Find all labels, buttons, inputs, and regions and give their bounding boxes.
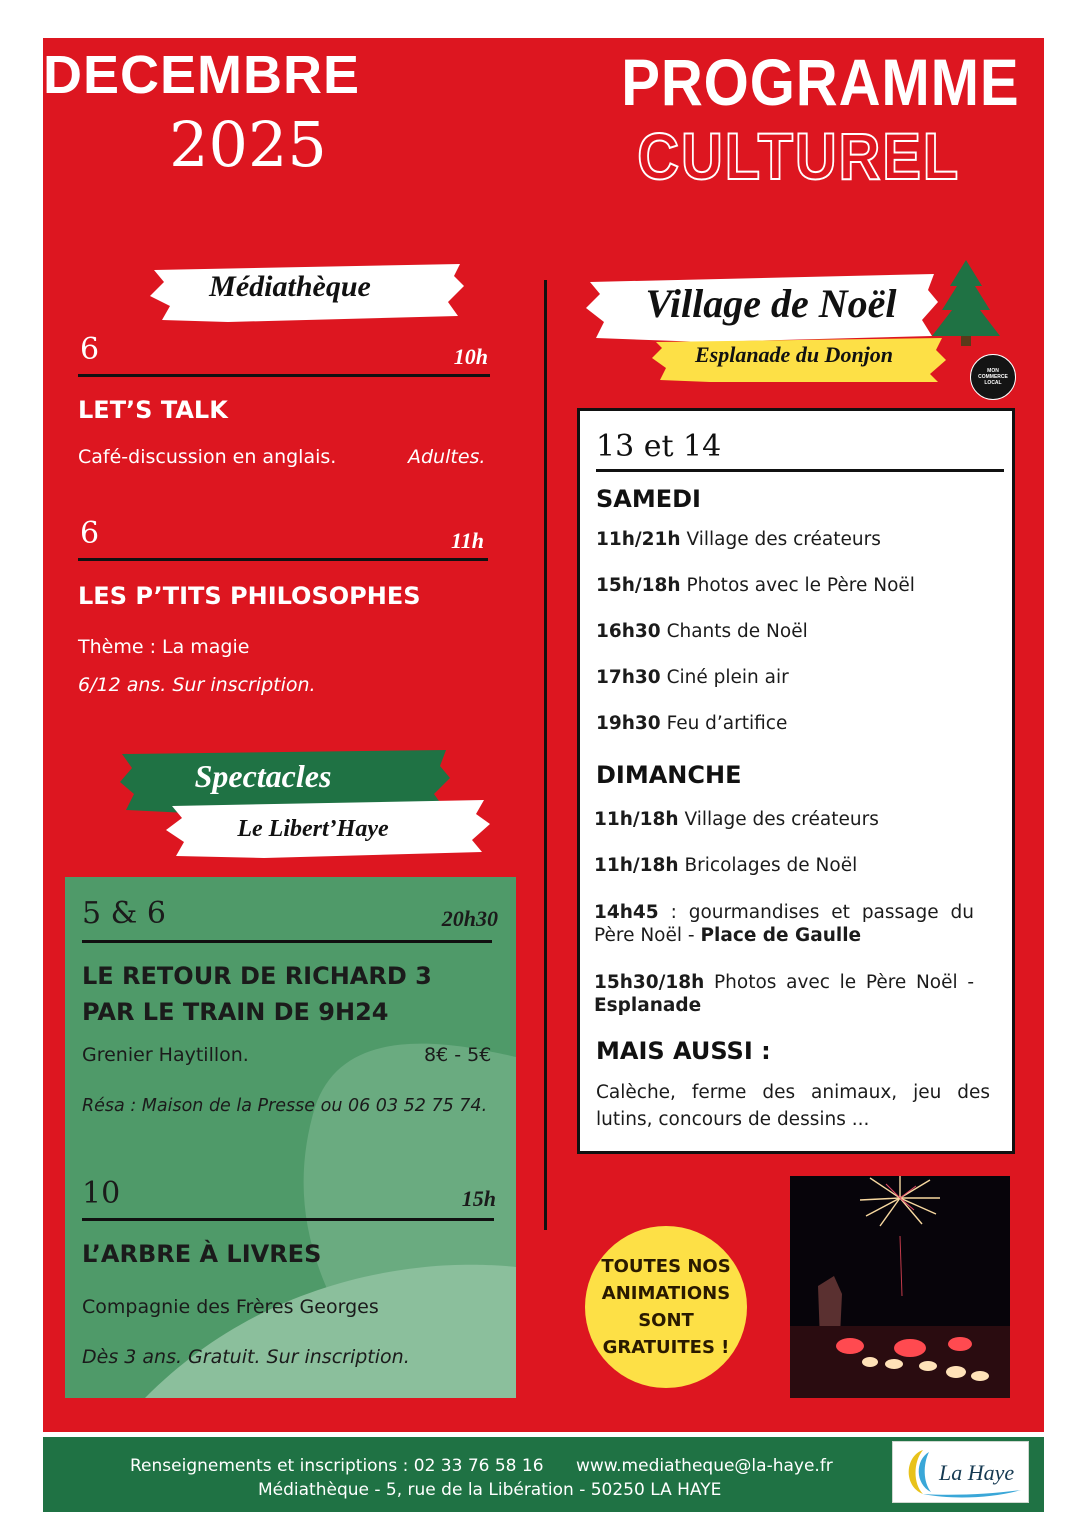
show-title-line1: LE RETOUR DE RICHARD 3 bbox=[82, 962, 432, 990]
event-time: 10h bbox=[453, 344, 488, 369]
divider bbox=[82, 940, 492, 943]
dimanche-heading: DIMANCHE bbox=[596, 761, 742, 789]
show-time: 15h bbox=[461, 1186, 496, 1211]
schedule-item bbox=[596, 713, 996, 734]
footer-address: Médiathèque - 5, rue de la Libération - 50250 LA HAYE bbox=[258, 1480, 722, 1500]
schedule-item bbox=[596, 529, 996, 550]
schedule-place: Esplanade bbox=[594, 995, 702, 1016]
free-badge-line: GRATUITES ! bbox=[602, 1337, 730, 1358]
village-banner-label: Village de Noël bbox=[645, 281, 897, 326]
show-day: 5 & 6 bbox=[82, 896, 166, 931]
event-day: 6 bbox=[80, 516, 100, 551]
show-venue: Grenier Haytillon. bbox=[82, 1044, 249, 1066]
event-title: LET’S TALK bbox=[78, 396, 228, 424]
fireworks-photo bbox=[790, 1176, 1010, 1398]
schedule-place: Place de Gaulle bbox=[700, 925, 862, 946]
schedule-label: Ciné plein air bbox=[666, 667, 789, 688]
schedule-time: 16h30 bbox=[596, 621, 661, 642]
schedule-label: Village des créateurs bbox=[684, 809, 879, 830]
panel-wave-decoration bbox=[65, 877, 516, 1398]
column-divider bbox=[544, 280, 547, 1230]
schedule-time: 14h45 bbox=[594, 902, 659, 923]
aussi-heading: MAIS AUSSI : bbox=[596, 1037, 771, 1065]
show-company: Compagnie des Frères Georges bbox=[82, 1296, 379, 1318]
divider bbox=[78, 558, 488, 561]
schedule-item bbox=[596, 621, 996, 642]
show-time: 20h30 bbox=[441, 906, 498, 931]
schedule-item bbox=[594, 901, 974, 947]
samedi-heading: SAMEDI bbox=[596, 485, 701, 513]
free-events-badge bbox=[585, 1226, 747, 1388]
event-day: 6 bbox=[80, 332, 100, 367]
program-title: PROGRAMME bbox=[621, 45, 1020, 119]
schedule-label: Bricolages de Noël bbox=[684, 855, 858, 876]
show-title: L’ARBRE À LIVRES bbox=[82, 1240, 322, 1268]
footer-contact: Renseignements et inscriptions : 02 33 76 58 16 bbox=[130, 1456, 544, 1476]
free-badge-line: SONT bbox=[638, 1310, 694, 1331]
schedule-time: 15h/18h bbox=[596, 575, 681, 596]
show-day: 10 bbox=[82, 1176, 121, 1211]
village-location: Esplanade du Donjon bbox=[694, 342, 894, 367]
schedule-time: 19h30 bbox=[596, 713, 661, 734]
la-haye-logo bbox=[892, 1441, 1029, 1503]
schedule-item bbox=[594, 809, 996, 830]
event-audience: 6/12 ans. Sur inscription. bbox=[78, 674, 316, 696]
schedule-label: Photos avec le Père Noël - bbox=[714, 972, 974, 993]
local-commerce-badge-text: MON COMMERCE LOCAL bbox=[978, 368, 1008, 386]
month-title: DECEMBRE bbox=[43, 45, 361, 105]
schedule-item bbox=[594, 855, 996, 876]
fireworks-illustration bbox=[790, 1176, 1010, 1398]
program-subtitle: CULTUREL bbox=[637, 119, 960, 193]
mediatheque-banner-label: Médiathèque bbox=[209, 270, 371, 303]
event-title: LES P’TITS PHILOSOPHES bbox=[78, 582, 421, 610]
christmas-tree-icon bbox=[930, 258, 1002, 348]
free-badge-line: TOUTES NOS bbox=[601, 1256, 731, 1277]
footer-website[interactable]: www.mediatheque@la-haye.fr bbox=[576, 1456, 833, 1476]
show-price: 8€ - 5€ bbox=[424, 1044, 492, 1066]
schedule-item bbox=[596, 575, 996, 596]
event-description: Café-discussion en anglais. bbox=[78, 446, 337, 468]
venue-banner-label: Le Libert’Haye bbox=[237, 816, 389, 842]
schedule-time: 11h/18h bbox=[594, 809, 679, 830]
schedule-time: 11h/21h bbox=[596, 529, 681, 550]
event-description: Thème : La magie bbox=[78, 636, 250, 658]
year-title: 2025 bbox=[169, 108, 327, 181]
schedule-item bbox=[596, 667, 996, 688]
schedule-item bbox=[594, 971, 974, 1017]
event-audience: Adultes. bbox=[408, 446, 486, 468]
divider bbox=[82, 1218, 494, 1221]
event-time: 11h bbox=[450, 528, 484, 553]
village-dates: 13 et 14 bbox=[596, 429, 722, 464]
schedule-time: 11h/18h bbox=[594, 855, 679, 876]
schedule-label: Photos avec le Père Noël bbox=[686, 575, 915, 596]
aussi-text: Calèche, ferme des animaux, jeu des lutins, concours de dessins ... bbox=[596, 1082, 990, 1130]
show-audience: Dès 3 ans. Gratuit. Sur inscription. bbox=[82, 1346, 410, 1368]
schedule-label: : gourmandises et passage du Père Noël - bbox=[594, 902, 974, 946]
schedule-label: Feu d’artifice bbox=[666, 713, 788, 734]
schedule-label: Village des créateurs bbox=[686, 529, 881, 550]
spectacles-banner-label: Spectacles bbox=[194, 758, 332, 794]
free-badge-line: ANIMATIONS bbox=[601, 1283, 731, 1304]
divider bbox=[78, 374, 490, 377]
la-haye-logo-text: La Haye bbox=[939, 1460, 1015, 1485]
schedule-label: Chants de Noël bbox=[666, 621, 808, 642]
spectacles-panel bbox=[65, 877, 516, 1398]
village-program-box bbox=[577, 408, 1015, 1154]
local-commerce-badge bbox=[970, 354, 1016, 400]
divider bbox=[596, 469, 1004, 472]
show-reservation: Résa : Maison de la Presse ou 06 03 52 75 74. bbox=[82, 1096, 488, 1116]
schedule-time: 17h30 bbox=[596, 667, 661, 688]
schedule-time: 15h30/18h bbox=[594, 972, 705, 993]
show-title-line2: PAR LE TRAIN DE 9H24 bbox=[82, 998, 389, 1026]
